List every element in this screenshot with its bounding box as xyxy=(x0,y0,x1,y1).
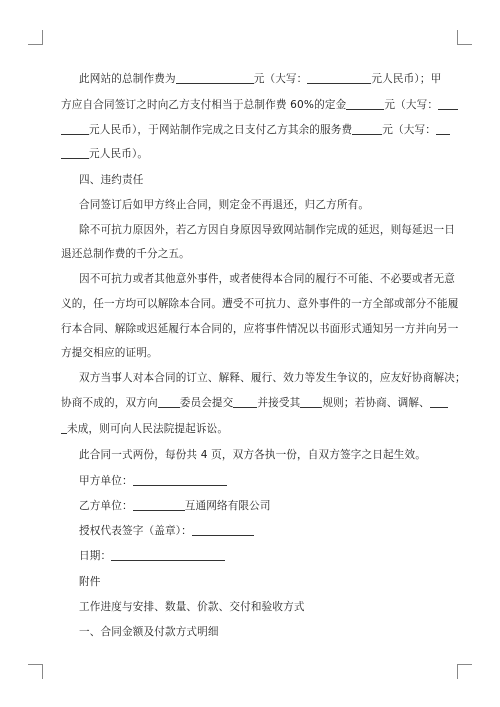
text-line xyxy=(61,147,148,161)
blank-fill-line xyxy=(300,396,322,408)
blank-fill-line xyxy=(111,549,225,561)
text-line xyxy=(79,575,101,589)
text-line xyxy=(79,72,441,86)
text-segment: 元人民币）；甲 xyxy=(371,73,442,85)
blank-fill-line xyxy=(192,524,254,536)
text-line xyxy=(61,422,228,436)
text-line xyxy=(79,600,305,614)
text-segment: 方提交相应的证明。 xyxy=(61,347,158,359)
text-segment: 甲方单位： xyxy=(79,475,133,487)
text-line xyxy=(61,322,459,336)
text-segment: 元人民币）。 xyxy=(89,148,149,160)
text-line xyxy=(61,123,450,137)
blank-fill-line xyxy=(352,123,382,135)
text-segment: 元人民币），于网站制作完成之日支付乙方其余的服务费 xyxy=(89,124,353,136)
text-line xyxy=(79,272,455,286)
blank-fill-line xyxy=(233,396,257,408)
text-segment: 工作进度与安排、数量、价款、交付和验收方式 xyxy=(79,601,305,613)
text-line xyxy=(79,198,369,212)
text-line xyxy=(61,346,158,360)
blank-fill-line xyxy=(307,72,371,84)
blank-fill-line xyxy=(61,123,89,135)
blank-fill-line xyxy=(61,147,89,159)
text-line xyxy=(79,499,271,513)
text-segment: 方应自合同签订之时向乙方支付相当于总制作费 60%的定金 xyxy=(61,99,347,111)
text-line xyxy=(79,625,219,639)
blank-fill-line xyxy=(436,123,450,135)
blank-fill-line xyxy=(176,72,254,84)
text-segment: 合同签订后如甲方终止合同，则定金不再退还，归乙方所有。 xyxy=(79,199,370,211)
text-segment: 元（大写： xyxy=(384,99,439,111)
text-segment: 因不可抗力或者其他意外事件，或者使得本合同的履行不可能、不必要或者无意 xyxy=(79,273,456,285)
text-segment: 一、合同金额及付款方式明细 xyxy=(79,626,219,638)
text-segment: 此网站的总制作费为 xyxy=(79,73,176,85)
text-segment: 行本合同、解除或迟延履行本合同的，应将事件情况以书面形式通知另一方并向另一 xyxy=(61,323,459,335)
crop-mark-top-left xyxy=(28,30,43,45)
text-segment: 义的，任一方均可以解除本合同。遭受不可抗力、意外事件的一方全部或部分不能履 xyxy=(61,298,459,310)
blank-fill-line xyxy=(133,499,185,511)
text-line xyxy=(79,549,225,563)
blank-fill-line xyxy=(346,98,384,110)
text-segment: 授权代表签字（盖章）： xyxy=(79,525,192,537)
text-segment: 乙方单位： xyxy=(79,500,133,512)
text-segment: 附件 xyxy=(79,576,101,588)
text-segment: 元（大写： xyxy=(382,124,437,136)
crop-mark-bottom-left xyxy=(28,664,43,679)
blank-fill-line xyxy=(158,396,180,408)
text-line xyxy=(61,396,448,410)
blank-fill-line xyxy=(430,396,448,408)
crop-mark-top-right xyxy=(457,30,472,45)
text-line xyxy=(61,98,458,112)
text-segment: 规则；若协商、调解、 xyxy=(322,397,430,409)
text-segment: 退还总制作费的千分之五。 xyxy=(61,248,190,260)
text-segment: 委员会提交 xyxy=(179,397,234,409)
text-segment: 此合同一式两份，每份共 4 页，双方各执一份，自双方签字之日起生效。 xyxy=(79,449,426,461)
text-line xyxy=(79,173,143,187)
text-segment: 元（大写： xyxy=(253,73,308,85)
text-line xyxy=(79,474,227,488)
text-segment: 除不可抗力原因外，若乙方因自身原因导致网站制作完成的延迟，则每延迟一日 xyxy=(79,224,456,236)
text-segment: 并接受其 xyxy=(257,397,301,409)
text-segment: 双方当事人对本合同的订立、解释、履行、效力等发生争议的，应友好协商解决； xyxy=(79,372,466,384)
blank-fill-line xyxy=(438,98,458,110)
text-line xyxy=(61,297,459,311)
text-line xyxy=(79,223,455,237)
text-segment: 四、违约责任 xyxy=(79,174,144,186)
text-segment: 日期： xyxy=(79,550,112,562)
text-segment: 未成，则可向人民法院提起诉讼。 xyxy=(67,423,229,435)
text-line xyxy=(61,247,190,261)
text-line xyxy=(79,371,466,385)
text-line xyxy=(79,448,426,462)
blank-fill-line xyxy=(133,474,227,486)
text-segment: 协商不成的，双方向 xyxy=(61,397,158,409)
text-line xyxy=(79,524,254,538)
text-segment: 互通网络有限公司 xyxy=(184,500,271,512)
crop-mark-bottom-right xyxy=(457,664,472,679)
